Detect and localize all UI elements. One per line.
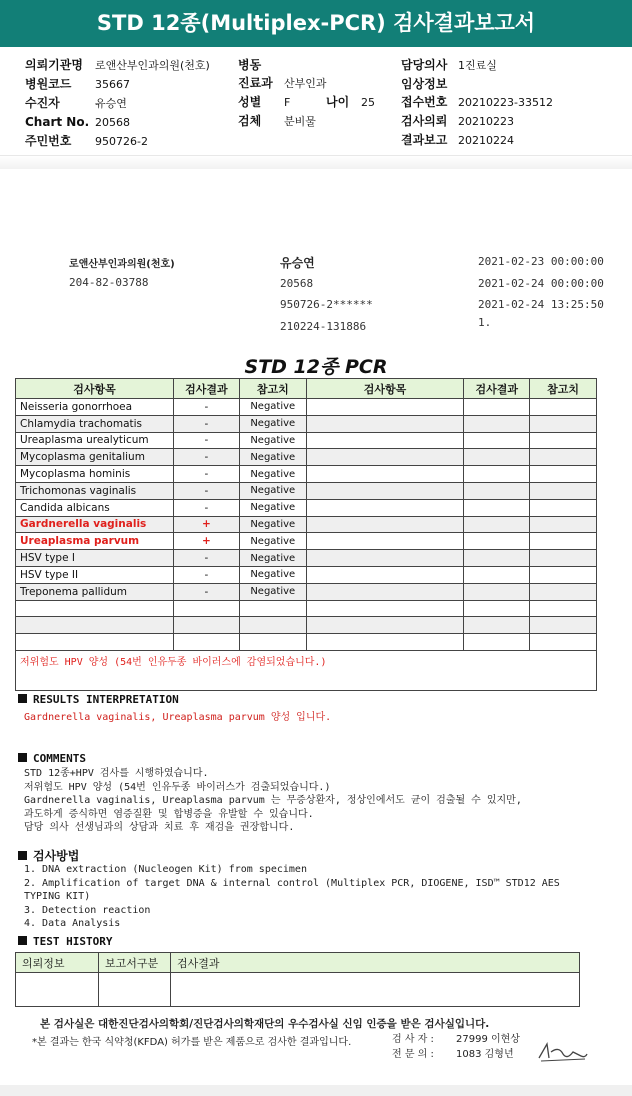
reference-cell: Negative — [239, 466, 306, 483]
reference-cell-2 — [530, 634, 597, 651]
result-cell: - — [173, 432, 239, 449]
results-header-row — [16, 379, 597, 399]
result-cell: - — [173, 499, 239, 516]
age-value: 25 — [361, 96, 375, 109]
method-heading-text: 검사방법 — [33, 849, 80, 863]
history-col-report-type: 보고서구분 — [99, 953, 171, 973]
result-cell: - — [173, 566, 239, 583]
square-bullet-icon — [18, 753, 27, 762]
reference-cell-2 — [530, 415, 597, 432]
table-row — [16, 415, 597, 432]
hospital-name-label: 의뢰기관명 — [25, 58, 83, 72]
hospital-code-label: 병원코드 — [25, 77, 72, 91]
reference-cell: Negative — [239, 583, 306, 600]
request-date-value: 20210223 — [458, 115, 514, 128]
info-date-1: 2021-02-23 00:00:00 — [478, 255, 604, 268]
chart-no-label: Chart No. — [25, 115, 90, 129]
col-reference: 참고치 — [239, 379, 306, 399]
result-cell-2 — [464, 600, 530, 617]
test-item-cell: Mycoplasma hominis — [16, 466, 174, 483]
table-row — [16, 566, 597, 583]
report-title: STD 12종(Multiplex-PCR) 검사결과보고서 — [0, 0, 632, 47]
test-item-cell-2 — [306, 600, 464, 617]
specialist-label: 전 문 의 : — [392, 1049, 434, 1060]
history-col-result: 검사결과 — [171, 953, 580, 973]
reference-cell: Negative — [239, 566, 306, 583]
result-cell-2 — [464, 432, 530, 449]
info-page: 1. — [478, 316, 492, 329]
test-item-cell: Candida albicans — [16, 499, 174, 516]
reference-cell-2 — [530, 550, 597, 567]
info-receipt: 210224-131886 — [280, 320, 367, 333]
info-chart: 20568 — [280, 277, 314, 290]
department-label: 진료과 — [238, 76, 273, 90]
test-item-cell: HSV type I — [16, 550, 174, 567]
test-item-cell — [16, 634, 174, 651]
method-heading — [18, 847, 79, 864]
method-line: 1. DNA extraction (Nucleogen Kit) from specimen — [24, 864, 307, 875]
result-cell-2 — [464, 399, 530, 416]
comments-heading-text: COMMENTS — [33, 752, 86, 765]
reference-cell-2 — [530, 617, 597, 634]
test-item-cell: HSV type II — [16, 566, 174, 583]
result-cell: - — [173, 449, 239, 466]
results-table — [15, 378, 597, 651]
result-cell: - — [173, 415, 239, 432]
receipt-no-value: 20210223-33512 — [458, 96, 553, 109]
specialist-value: 1083 김형년 — [456, 1049, 514, 1060]
request-date-label: 검사의뢰 — [401, 114, 448, 128]
table-row — [16, 516, 597, 533]
result-cell-2 — [464, 617, 530, 634]
table-row — [16, 600, 597, 617]
table-row — [16, 550, 597, 567]
department-value: 산부인과 — [284, 77, 327, 90]
comment-line: 과도하게 증식하면 염증질환 및 합병증을 유발할 수 있습니다. — [24, 808, 314, 820]
reference-cell-2 — [530, 600, 597, 617]
test-item-cell: Mycoplasma genitalium — [16, 449, 174, 466]
pcr-title: STD 12종 PCR — [244, 356, 388, 378]
test-item-cell-2 — [306, 566, 464, 583]
reference-cell-2 — [530, 516, 597, 533]
result-cell: - — [173, 550, 239, 567]
result-cell-2 — [464, 634, 530, 651]
test-item-cell-2 — [306, 617, 464, 634]
test-item-cell-2 — [306, 399, 464, 416]
reference-cell-2 — [530, 482, 597, 499]
table-row — [16, 432, 597, 449]
rrn-label: 주민번호 — [25, 134, 72, 148]
age-label: 나이 — [326, 95, 350, 109]
result-cell-2 — [464, 449, 530, 466]
reference-cell: Negative — [239, 399, 306, 416]
reference-cell-2 — [530, 583, 597, 600]
method-line: 4. Data Analysis — [24, 918, 121, 929]
table-row — [16, 499, 597, 516]
info-clinic: 로앤산부인과의원(천호) — [69, 259, 175, 270]
results-text: Gardnerella vaginalis, Ureaplasma parvum 양성 입니다. — [24, 712, 332, 723]
comments-block — [24, 767, 522, 835]
reference-cell: Negative — [239, 432, 306, 449]
table-row — [16, 617, 597, 634]
reference-cell — [239, 634, 306, 651]
method-block — [24, 863, 560, 931]
signature-icon — [537, 1040, 589, 1064]
history-heading — [18, 935, 112, 948]
result-cell: - — [173, 482, 239, 499]
reference-cell-2 — [530, 449, 597, 466]
reference-cell-2 — [530, 499, 597, 516]
square-bullet-icon — [18, 936, 27, 945]
history-heading-text: TEST HISTORY — [33, 935, 113, 948]
table-row — [16, 583, 597, 600]
table-row — [16, 634, 597, 651]
report-date-label: 결과보고 — [401, 133, 448, 147]
method-line: 3. Detection reaction — [24, 904, 151, 916]
header-separator — [0, 155, 632, 169]
reference-cell: Negative — [239, 415, 306, 432]
test-item-cell-2 — [306, 482, 464, 499]
doctor-value: 1진료실 — [458, 59, 497, 72]
info-rrn: 950726-2****** — [280, 298, 373, 311]
tester-label: 검 사 자 : — [392, 1034, 434, 1045]
history-col-request: 의뢰정보 — [16, 953, 99, 973]
table-row — [16, 399, 597, 416]
reference-cell-2 — [530, 533, 597, 550]
table-row — [16, 466, 597, 483]
specimen-label: 검체 — [238, 114, 262, 128]
receipt-no-label: 접수번호 — [401, 95, 448, 109]
tester-value: 27999 이현상 — [456, 1034, 520, 1045]
reference-cell: Negative — [239, 499, 306, 516]
square-bullet-icon — [18, 694, 27, 703]
info-date-3: 2021-02-24 13:25:50 — [478, 298, 604, 311]
header-mid — [238, 56, 375, 131]
result-cell-2 — [464, 482, 530, 499]
info-date-2: 2021-02-24 00:00:00 — [478, 277, 604, 290]
result-cell — [173, 617, 239, 634]
reference-cell: Negative — [239, 533, 306, 550]
hospital-code-value: 35667 — [95, 78, 130, 91]
test-item-cell-2 — [306, 550, 464, 567]
result-cell-2 — [464, 499, 530, 516]
test-item-cell: Neisseria gonorrhoea — [16, 399, 174, 416]
test-item-cell: Gardnerella vaginalis — [16, 516, 174, 533]
result-cell — [173, 600, 239, 617]
info-patient: 유승연 — [280, 256, 315, 270]
comments-heading — [18, 752, 86, 765]
ward-label: 병동 — [238, 58, 262, 72]
hpv-note: 저위험도 HPV 양성 (54번 인유두종 바이러스에 감염되었습니다.) — [15, 650, 597, 691]
comment-line: 담당 의사 선생님과의 상담과 치료 후 재검을 권장합니다. — [24, 822, 295, 833]
method-line: 2. Amplification of target DNA & internal control (Multiplex PCR, DIOGENE, ISD™ STD12 AES — [24, 877, 560, 889]
results-heading-text: RESULTS INTERPRETATION — [33, 693, 179, 706]
reference-cell: Negative — [239, 550, 306, 567]
clinical-info-label: 임상정보 — [401, 77, 448, 91]
method-line: TYPING KIT) — [24, 891, 91, 902]
reference-cell-2 — [530, 466, 597, 483]
test-item-cell: Chlamydia trachomatis — [16, 415, 174, 432]
test-item-cell-2 — [306, 516, 464, 533]
specimen-value: 분비물 — [284, 115, 316, 128]
comment-line: 저위험도 HPV 양성 (54번 인유두종 바이러스가 검출되었습니다.) — [24, 781, 331, 793]
result-cell-2 — [464, 583, 530, 600]
history-table — [15, 952, 580, 1007]
reference-cell: Negative — [239, 516, 306, 533]
rrn-value: 950726-2 — [95, 135, 148, 148]
result-cell-2 — [464, 466, 530, 483]
report-date-value: 20210224 — [458, 134, 514, 147]
col-reference-2: 참고치 — [530, 379, 597, 399]
patient-name-label: 수진자 — [25, 96, 60, 110]
history-header-row — [16, 953, 580, 973]
reference-cell — [239, 617, 306, 634]
comment-line: STD 12종+HPV 검사를 시행하였습니다. — [24, 768, 209, 779]
hospital-name-value: 로앤산부인과의원(천호) — [95, 59, 210, 72]
reference-cell — [239, 600, 306, 617]
table-row — [16, 533, 597, 550]
col-result: 검사결과 — [173, 379, 239, 399]
test-item-cell-2 — [306, 583, 464, 600]
result-cell-2 — [464, 516, 530, 533]
test-item-cell: Trichomonas vaginalis — [16, 482, 174, 499]
page-bottom-strip — [0, 1085, 632, 1096]
header-right — [401, 56, 553, 150]
test-item-cell-2 — [306, 533, 464, 550]
results-heading — [18, 693, 179, 706]
reference-cell-2 — [530, 566, 597, 583]
footer-certification: 본 검사실은 대한진단검사의학회/진단검사의학재단의 우수검사실 신임 인증을 받은 검사실입니다. — [40, 1018, 490, 1030]
test-item-cell: Treponema pallidum — [16, 583, 174, 600]
result-cell: + — [173, 516, 239, 533]
result-cell-2 — [464, 566, 530, 583]
test-item-cell-2 — [306, 449, 464, 466]
test-item-cell-2 — [306, 466, 464, 483]
table-row — [16, 482, 597, 499]
test-item-cell: Ureaplasma parvum — [16, 533, 174, 550]
result-cell-2 — [464, 550, 530, 567]
table-row — [16, 449, 597, 466]
result-cell: + — [173, 533, 239, 550]
sex-value: F — [284, 96, 291, 109]
test-item-cell-2 — [306, 415, 464, 432]
comment-line: Gardnerella vaginalis, Ureaplasma parvum 는 무증상환자, 정상인에서도 균이 검출될 수 있지만, — [24, 795, 522, 806]
test-item-cell-2 — [306, 634, 464, 651]
result-cell — [173, 634, 239, 651]
footer-kfda-note: *본 결과는 한국 식약청(KFDA) 허가를 받은 제품으로 검사한 결과입니다. — [32, 1037, 352, 1048]
sex-label: 성별 — [238, 95, 262, 109]
patient-name-value: 유승연 — [95, 97, 127, 110]
result-cell: - — [173, 399, 239, 416]
chart-no-value: 20568 — [95, 116, 130, 129]
reference-cell: Negative — [239, 482, 306, 499]
history-empty-row — [16, 973, 580, 1007]
reference-cell: Negative — [239, 449, 306, 466]
test-item-cell — [16, 600, 174, 617]
result-cell-2 — [464, 533, 530, 550]
reference-cell-2 — [530, 432, 597, 449]
col-test-item: 검사항목 — [16, 379, 174, 399]
header-left — [25, 56, 210, 151]
test-item-cell-2 — [306, 432, 464, 449]
col-test-item-2: 검사항목 — [306, 379, 464, 399]
test-item-cell: Ureaplasma urealyticum — [16, 432, 174, 449]
result-cell: - — [173, 466, 239, 483]
result-cell-2 — [464, 415, 530, 432]
test-item-cell — [16, 617, 174, 634]
square-bullet-icon — [18, 851, 27, 860]
col-result-2: 검사결과 — [464, 379, 530, 399]
info-biz-no: 204-82-03788 — [69, 276, 149, 289]
result-cell: - — [173, 583, 239, 600]
doctor-label: 담당의사 — [401, 58, 448, 72]
test-item-cell-2 — [306, 499, 464, 516]
reference-cell-2 — [530, 399, 597, 416]
